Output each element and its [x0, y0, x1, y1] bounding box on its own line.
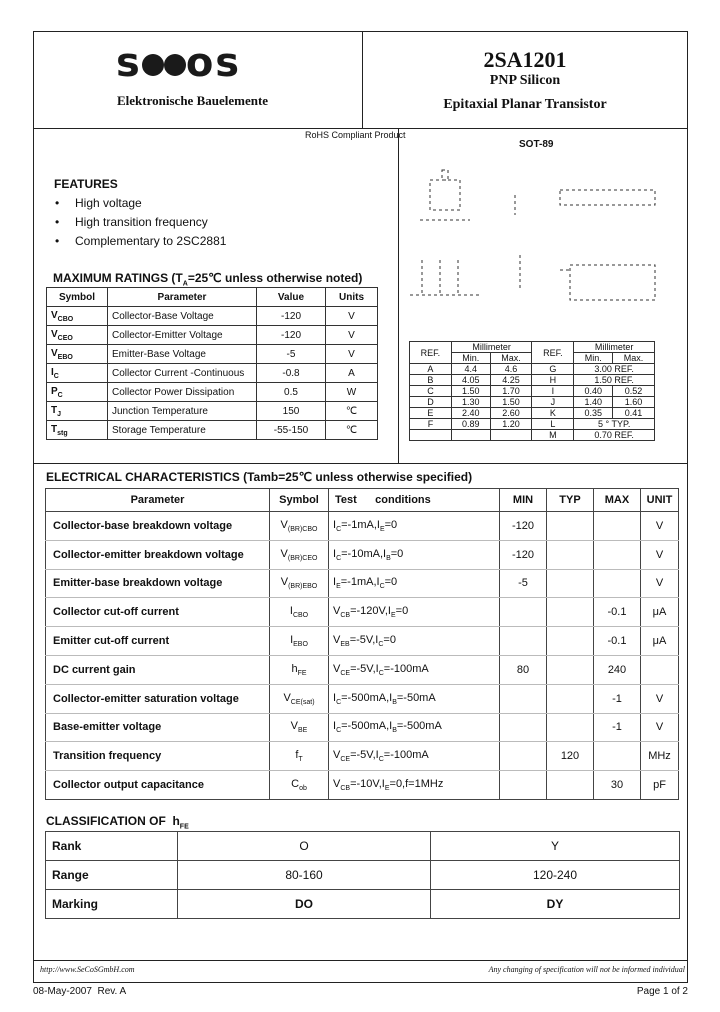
max-ratings-title: MAXIMUM RATINGS ($T_A=25℃$ unless otherwise noted)	[53, 271, 363, 288]
table-row: B 4.05 4.25 H 1.50 REF.	[410, 375, 655, 386]
table-row: $V_{CBO}$ Collector-Base Voltage -120 V	[47, 307, 378, 326]
section-divider	[33, 463, 688, 464]
table-row: Collector-emitter saturation voltage $V_{CE(sat)}$ $I_C=-500mA,I_B=-50mA$ -1 V	[46, 684, 679, 713]
package-outline-drawing	[400, 160, 670, 320]
table-row: $I_C$ Collector Current -Continuous -0.8 A	[47, 364, 378, 383]
column-header: Units	[326, 288, 378, 307]
part-number: 2SA1201	[483, 47, 567, 72]
table-row: E 2.40 2.60 K 0.35 0.41	[410, 408, 655, 419]
column-header: Parameter	[108, 288, 257, 307]
feature-item: • High voltage	[55, 196, 142, 210]
table-row: F 0.89 1.20 L 5 ° TYP.	[410, 419, 655, 430]
table-row: Collector-emitter breakdown voltage $V_{(BR)CEO}$ $I_C=-10mA,I_B=0$ -120 V	[46, 540, 679, 569]
table-row: A 4.4 4.6 G 3.00 REF.	[410, 364, 655, 375]
company-subtitle: Elektronische Bauelemente	[117, 93, 269, 108]
table-row: Emitter cut-off current $I_{EBO}$ $V_{EB}=-5V,I_C=0$ -0.1 μA	[46, 627, 679, 656]
footer-url[interactable]: http://www.SeCoSGmbH.com	[40, 965, 135, 974]
max-ratings-table	[46, 287, 378, 440]
feature-item: • Complementary to 2SC2881	[55, 234, 227, 248]
package-divider	[398, 128, 399, 463]
table-row: Base-emitter voltage $V_{BE}$ $I_C=-500mA,I_B=-500mA$ -1 V	[46, 713, 679, 742]
electrical-table: Parameter Symbol Test conditions MIN TYP MAX UNIT Collector-base breakdown voltage $V_{(BR)CBO}$ $I_C=-1mA,I_E=0$ -120 V Collector-emitter breakdown voltage $V_{(BR)CEO}$ $I_C=-10mA,I_B=0$ -120 V Emitter-base breakdown voltage $V_{(BR)EBO}$ $I_E=-1mA,I_C=0$ -5 V Collector cut-off current $I_{CBO}$ $V_{CB}=-120V,I_E=0$ -0.1 μA Emitter cut-off current $I_{EBO}$ $V_{EB}=-5V,I_C=0$ -0.1 μA DC current gain $h_{FE}$ $V_{CE}=-5V,I_C=-100mA$ 80 240 Collector-emitter saturation voltage $V_{CE(sat)}$ $I_C=-500mA,I_B=-50mA$ -1 V Base-emitter voltage $V_{BE}$ $I_C=-500mA,I_B=-500mA$ -1 V Transition frequency $f_T$ $V_{CE}=-5V,I_C=-100mA$ 120 MHz Collector output capacitance $C_{ob}$ $V_{CB}=-10V,I_E=0,f=1MHz$ 30 pF	[45, 488, 679, 800]
table-row: Marking DO DY	[46, 890, 680, 919]
footer-page: Page 1 of 2	[636, 986, 688, 997]
table-row: Transition frequency $f_T$ $V_{CE}=-5V,I_C=-100mA$ 120 MHz	[46, 742, 679, 771]
table-row: Collector-base breakdown voltage $V_{(BR)CBO}$ $I_C=-1mA,I_E=0$ -120 V	[46, 512, 679, 541]
footer-notice: Any changing of specification will not be informed individual	[488, 965, 685, 974]
features-title: FEATURES	[54, 177, 118, 191]
rohs-label: RoHS Compliant Product	[305, 130, 406, 140]
package-name: SOT-89	[519, 139, 554, 150]
electrical-title: ELECTRICAL CHARACTERISTICS (Tamb=25℃ unless otherwise specified)	[46, 470, 473, 484]
table-row: $V_{CEO}$ Collector-Emitter Voltage -120 V	[47, 326, 378, 345]
header-divider	[33, 128, 688, 129]
table-row: DC current gain $h_{FE}$ $V_{CE}=-5V,I_C=-100mA$ 80 240	[46, 655, 679, 684]
table-row: D 1.30 1.50 J 1.40 1.60	[410, 397, 655, 408]
table-row: Rank O Y	[46, 832, 680, 861]
dimensions-table: REF. Millimeter REF. Millimeter Min. Max. Min. Max. A 4.4 4.6 G 3.00 REF. B 4.05 4.25 H 1.50 REF. C 1.50 1.70 I 0.40 0.52 D 1.30 1.50 J 1.40 1.60 E 2.40 2.60 K 0.35 0.41 F 0.89 1.20 L 5 ° TYP. M 0.70 REF.	[409, 341, 655, 441]
table-row: $V_{EBO}$ Emitter-Base Voltage -5 V	[47, 345, 378, 364]
part-type: PNP Silicon	[489, 73, 561, 88]
footer-divider	[33, 960, 688, 961]
feature-item: • High transition frequency	[55, 215, 208, 229]
column-header: Symbol	[47, 288, 108, 307]
table-row: M 0.70 REF.	[410, 430, 655, 441]
classification-title: CLASSIFICATION OF $h_{FE}$	[46, 814, 189, 831]
footer-date: 08-May-2007 Rev. A	[33, 986, 127, 997]
table-row: $P_C$ Collector Power Dissipation 0.5 W	[47, 383, 378, 402]
table-row: $T_J$ Junction Temperature 150 ℃	[47, 402, 378, 421]
classification-table	[45, 831, 680, 919]
table-row: Collector cut-off current $I_{CBO}$ $V_{CB}=-120V,I_E=0$ -0.1 μA	[46, 598, 679, 627]
table-row: C 1.50 1.70 I 0.40 0.52	[410, 386, 655, 397]
column-header: Value	[257, 288, 326, 307]
table-row: Range 80-160 120-240	[46, 861, 680, 890]
table-row: Emitter-base breakdown voltage $V_{(BR)EBO}$ $I_E=-1mA,I_C=0$ -5 V	[46, 569, 679, 598]
part-description: Epitaxial Planar Transistor	[443, 97, 607, 112]
table-row: Collector output capacitance $C_{ob}$ $V_{CB}=-10V,I_E=0,f=1MHz$ 30 pF	[46, 771, 679, 800]
table-row: $T_{stg}$ Storage Temperature -55-150 ℃	[47, 421, 378, 440]
company-logo: s os	[116, 40, 242, 86]
